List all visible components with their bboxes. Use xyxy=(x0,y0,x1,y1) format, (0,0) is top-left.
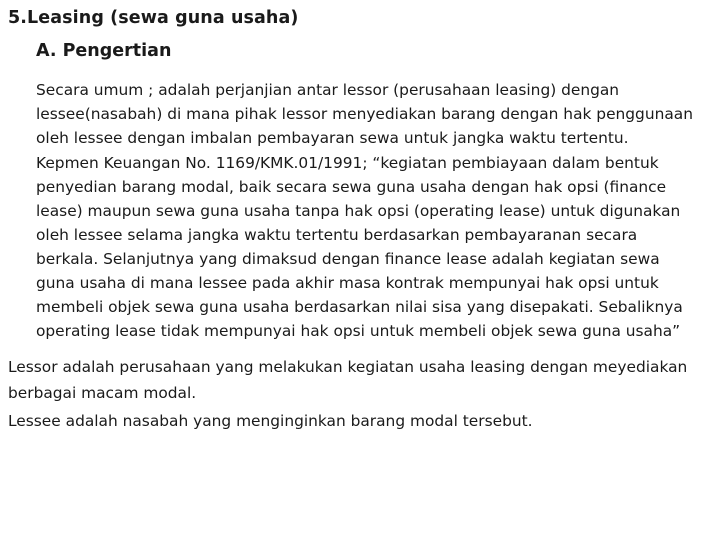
text-line: berkala. Selanjutnya yang dimaksud dengan finance lease adalah kegiatan sewa xyxy=(36,250,660,268)
text-line: Secara umum ; adalah perjanjian antar lessor (perusahaan leasing) dengan xyxy=(36,81,620,99)
subsection-heading: A. Pengertian xyxy=(36,41,172,61)
text-line: oleh lessee dengan imbalan pembayaran sewa untuk jangka waktu tertentu. xyxy=(36,129,629,147)
text-line: Kepmen Keuangan No. 1169/KMK.01/1991; “kegiatan pembiayaan dalam bentuk xyxy=(36,154,659,172)
text-line: lease) maupun sewa guna usaha tanpa hak opsi (operating lease) untuk digunakan xyxy=(36,202,681,220)
text-line: Lessor adalah perusahaan yang melakukan kegiatan usaha leasing dengan meyediakan xyxy=(8,358,688,376)
text-line: penyedian barang modal, baik secara sewa guna usaha dengan hak opsi (finance xyxy=(36,178,667,196)
paragraph-lessee-definition xyxy=(8,409,533,435)
paragraph-general-definition xyxy=(36,78,693,150)
text-line: oleh lessee selama jangka waktu tertentu berdasarkan pembayaranan secara xyxy=(36,226,638,244)
text-line: membeli objek sewa guna usaha berdasarkan nilai sisa yang disepakati. Sebaliknya xyxy=(36,298,683,316)
section-heading: 5.Leasing (sewa guna usaha) xyxy=(8,8,299,28)
text-line: operating lease tidak mempunyai hak opsi untuk membeli objek sewa guna usaha” xyxy=(36,322,681,340)
text-line: guna usaha di mana lessee pada akhir masa kontrak mempunyai hak opsi untuk xyxy=(36,274,659,292)
paragraph-lessor-definition xyxy=(8,354,687,406)
text-line: berbagai macam modal. xyxy=(8,384,197,402)
text-line: lessee(nasabah) di mana pihak lessor menyediakan barang dengan hak penggunaan xyxy=(36,105,693,123)
text-line: Lessee adalah nasabah yang menginginkan barang modal tersebut. xyxy=(8,412,533,430)
paragraph-kepmen-definition xyxy=(36,151,683,343)
